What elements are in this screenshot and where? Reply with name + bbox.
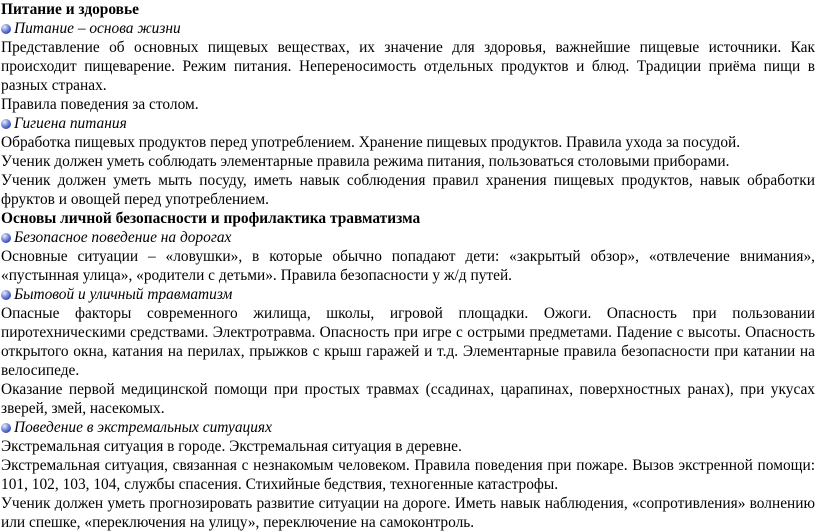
subsection-heading [1, 228, 815, 247]
subsection-title: Питание – основа жизни [14, 20, 181, 37]
paragraph: Экстремальная ситуация, связанная с незнакомым человеком. Правила поведения при пожаре. Вызов экстренной помощи: 101, 102, 103, 104, службы спасения. Стихийные бедствия, техногенные катастрофы. [1, 457, 815, 493]
subsection-title: Бытовой и уличный травматизм [14, 286, 233, 303]
paragraph: Представление об основных пищевых веществах, их значение для здоровья, важнейшие пищевые источники. Как происходит пищеварение. Режим питания. Непереносимость отдельных продуктов и блюд. Традиции приёма пищи в разных странах. [1, 39, 815, 94]
section-heading: Питание и здоровье [1, 1, 139, 18]
subsection-title: Поведение в экстремальных ситуациях [14, 419, 272, 436]
bullet-icon [1, 290, 11, 300]
bullet-icon [1, 233, 11, 243]
bullet-icon [1, 119, 11, 129]
bullet-icon [1, 423, 11, 433]
paragraph: Экстремальная ситуация в городе. Экстремальная ситуация в деревне. [1, 438, 462, 455]
subsection-heading [1, 285, 815, 304]
paragraph: Обработка пищевых продуктов перед употреблением. Хранение пищевых продуктов. Правила ухода за посудой. [1, 134, 741, 151]
subsection-heading [1, 19, 815, 38]
subsection-heading [1, 418, 815, 437]
subsection-heading [1, 114, 815, 133]
paragraph: Ученик должен уметь соблюдать элементарные правила режима питания, пользоваться столовыми приборами. [1, 153, 730, 170]
subsection-title: Гигиена питания [14, 115, 127, 132]
section-heading: Основы личной безопасности и профилактика травматизма [1, 210, 421, 227]
paragraph: Оказание первой медицинской помощи при простых травмах (ссадинах, царапинах, поверхностных ранах), при укусах зверей, змей, насекомых. [1, 381, 815, 417]
paragraph: Ученик должен уметь прогнозировать развитие ситуации на дороге. Иметь навык наблюдения, «сопротивления» волнению или спешке, «переключения на улицу», переключение на самоконтроль. [1, 495, 815, 531]
paragraph: Ученик должен уметь мыть посуду, иметь навык соблюдения правил хранения пищевых продуктов, навык обработки фруктов и овощей перед употреблением. [1, 172, 815, 208]
bullet-icon [1, 24, 11, 34]
paragraph: Правила поведения за столом. [1, 96, 199, 113]
subsection-title: Безопасное поведение на дорогах [14, 229, 232, 246]
paragraph: Опасные факторы современного жилища, школы, игровой площадки. Ожоги. Опасность при пользовании пиротехническими средствами. Электротравма. Опасность при игре с острыми предметами. Падение с высоты. Опасность открытого окна, катания на перилах, прыжков с крыш гаражей и т.д. Элементарные правила безопасности при катании на велосипеде. [1, 305, 815, 379]
paragraph: Основные ситуации – «ловушки», в которые обычно попадают дети: «закрытый обзор», «отвлечение внимания», «пустынная улица», «родители с детьми». Правила безопасности у ж/д путей. [1, 248, 815, 284]
